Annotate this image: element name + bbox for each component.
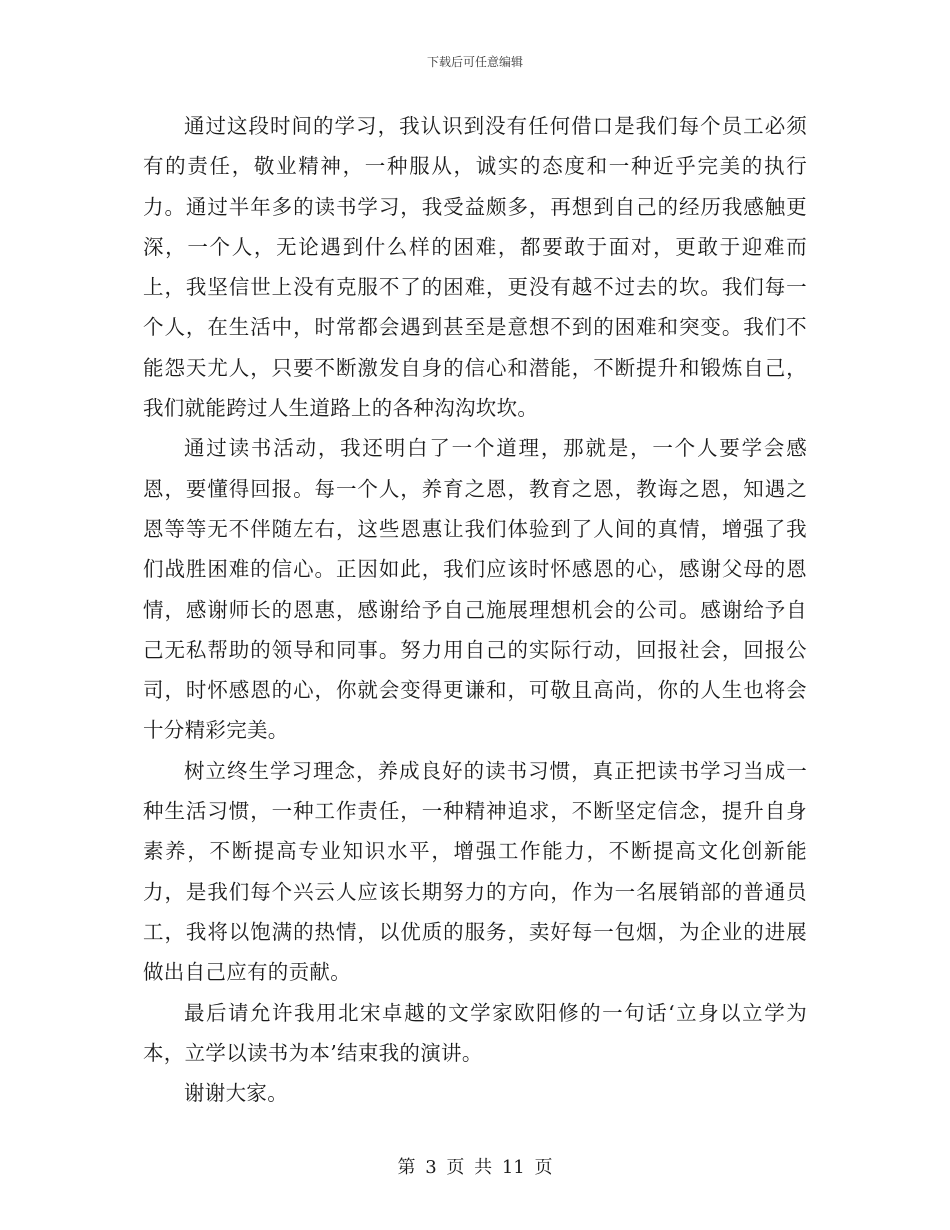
paragraph-4: 最后请允许我用北宋卓越的文学家欧阳修的一句话‘立身以立学为本，立学以读书为本’结束我的演讲。 (143, 1000, 807, 1065)
page-header-note: 下载后可任意编辑 (426, 55, 523, 69)
paragraph-3: 树立终生学习理念，养成良好的读书习惯，真正把读书学习当成一种生活习惯，一种工作责任，一种精神追求，不断坚定信念，提升自身素养，不断提高专业知识水平，增强工作能力，不断提高文化创新能力，是我们每个兴云人应该长期努力的方向，作为一名展销部的普通员工，我将以饱满的热情，以优质的服务，卖好每一包烟，为企业的进展做出自己应有的贡献。 (143, 758, 807, 985)
paragraph-1: 通过这段时间的学习，我认识到没有任何借口是我们每个员工必须有的责任，敬业精神，一种服从，诚实的态度和一种近乎完美的执行力。通过半年多的读书学习，我受益颇多，再想到自己的经历我感触更深，一个人，无论遇到什么样的困难，都要敢于面对，更敢于迎难而上，我坚信世上没有克服不了的困难，更没有越不过去的坎。我们每一个人，在生活中，时常都会遇到甚至是意想不到的困难和突变。我们不能怨天尤人，只要不断激发自身的信心和潜能，不断提升和锻炼自己，我们就能跨过人生道路上的各种沟沟坎坎。 (143, 114, 807, 421)
paragraph-2: 通过读书活动，我还明白了一个道理，那就是，一个人要学会感恩，要懂得回报。每一个人，养育之恩，教育之恩，教诲之恩，知遇之恩等等无不伴随左右，这些恩惠让我们体验到了人间的真情，增强了我们战胜困难的信心。正因如此，我们应该时怀感恩的心，感谢父母的恩情，感谢师长的恩惠，感谢给予自己施展理想机会的公司。感谢给予自己无私帮助的领导和同事。努力用自己的实际行动，回报社会，回报公司，时怀感恩的心，你就会变得更谦和，可敬且高尚，你的人生也将会十分精彩完美。 (143, 436, 807, 743)
page-number: 第 3 页 共 11 页 (397, 1157, 553, 1178)
paragraph-5: 谢谢大家。 (184, 1081, 288, 1106)
document-body (143, 106, 807, 1113)
